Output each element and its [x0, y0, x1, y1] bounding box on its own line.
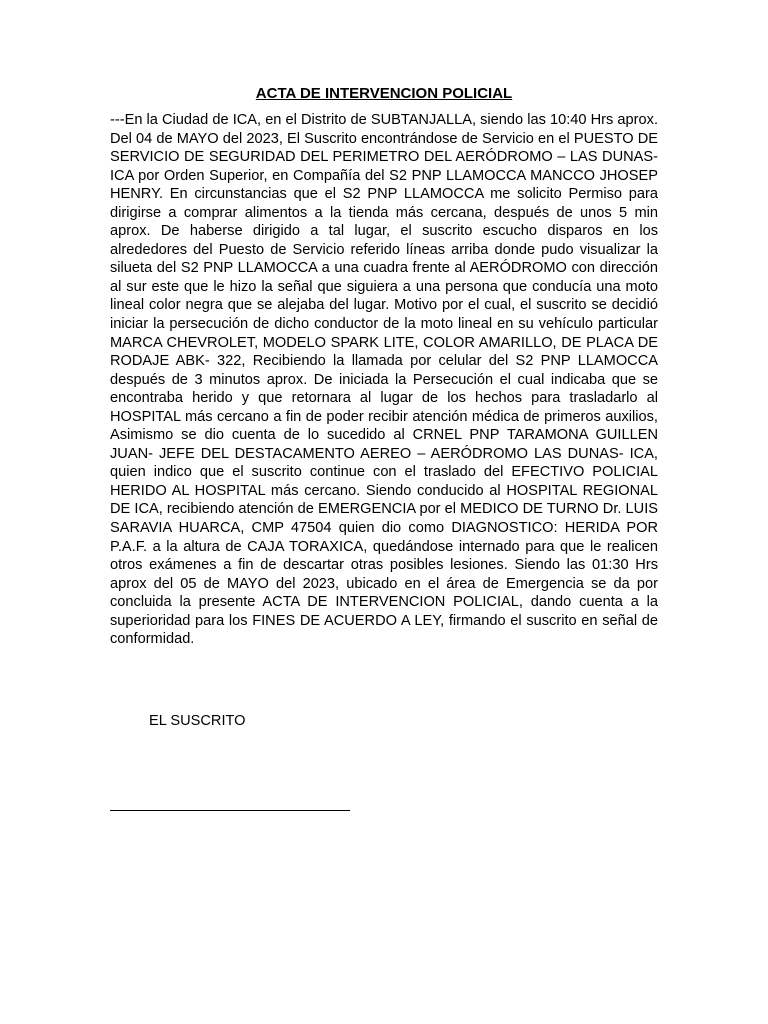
document-title-text: ACTA DE INTERVENCION POLICIAL — [255, 85, 513, 102]
signature-line — [110, 810, 350, 811]
document-body: ---En la Ciudad de ICA, en el Distrito de SUBTANJALLA, siendo las 10:40 Hrs aprox. Del 04 de MAYO del 2023, El Suscrito encontrándose de Servicio en el PUESTO DE SERVICIO DE SEGURIDAD DEL PERIMETRO DEL AERÓDROMO – LAS DUNAS- ICA por Orden Superior, en Compañía del S2 PNP LLAMOCCA MANCCO JHOSEP HENRY. En circunstancias que el S2 PNP LLAMOCCA me solicito Permiso para dirigirse a comprar alimentos a la tienda más cercana, después de unos 5 min aprox. De haberse dirigido a tal lugar, el suscrito escucho disparos en los alrededores del Puesto de Servicio referido líneas arriba donde pudo visualizar la silueta del S2 PNP LLAMOCCA a una cuadra frente al AERÓDROMO con dirección al sur este que le hizo la señal que siguiera a una persona que conducía una moto lineal color negra que se alejaba del lugar. Motivo por el cual, el suscrito se decidió iniciar la persecución de dicho conductor de la moto lineal en su vehículo particular MARCA CHEVROLET, MODELO SPARK LITE, COLOR AMARILLO, DE PLACA DE RODAJE ABK- 322, Recibiendo la llamada por celular del S2 PNP LLAMOCCA después de 3 minutos aprox. De iniciada la Persecución el cual indicaba que se encontraba herido y que retornara al lugar de los hechos para trasladarlo al HOSPITAL más cercano a fin de poder recibir atención médica de primeros auxilios, Asimismo se dio cuenta de lo sucedido al CRNEL PNP TARAMONA GUILLEN JUAN- JEFE DEL DESTACAMENTO AEREO – AERÓDROMO LAS DUNAS- ICA, quien indico que el suscrito continue con el traslado del EFECTIVO POLICIAL HERIDO AL HOSPITAL más cercano. Siendo conducido al HOSPITAL REGIONAL DE ICA, recibiendo atención de EMERGENCIA por el MEDICO DE TURNO Dr. LUIS SARAVIA HUARCA, CMP 47504 quien dio como DIAGNOSTICO: HERIDA POR P.A.F. a la altura de CAJA TORAXICA, quedándose internado para que le realicen otros exámenes a fin de descartar otras posibles lesiones. Siendo las 01:30 Hrs aprox del 05 de MAYO del 2023, ubicado en el área de Emergencia se da por concluida la presente ACTA DE INTERVENCION POLICIAL, dando cuenta a la superioridad para los FINES DE ACUERDO A LEY, firmando el suscrito en señal de conformidad. — [110, 112, 658, 648]
document-title — [0, 85, 768, 103]
signer-label: EL SUSCRITO — [149, 713, 246, 729]
